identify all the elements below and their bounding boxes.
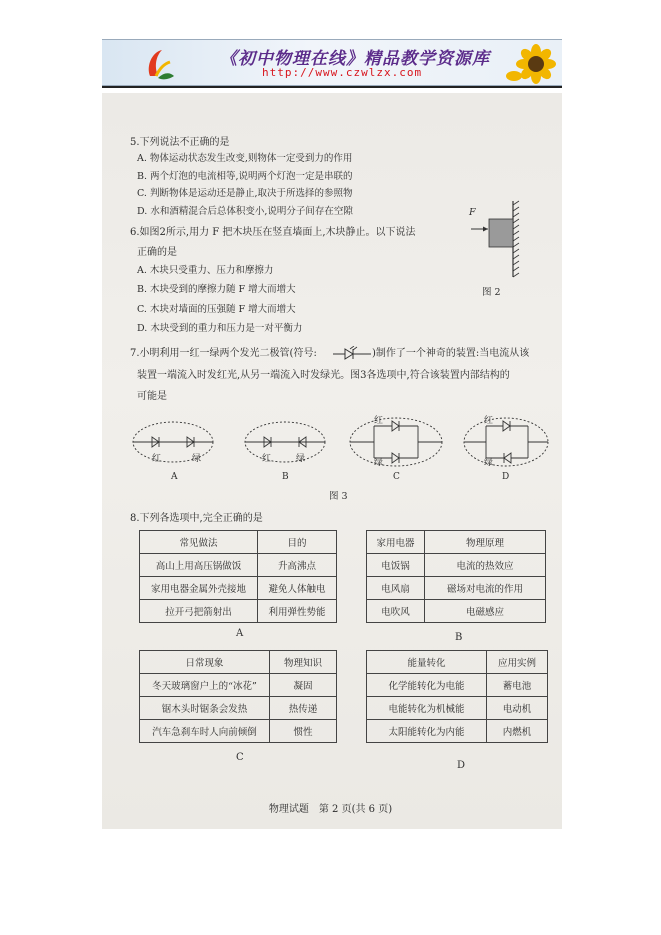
table-cell: 日常现象 [140,651,270,674]
table-cell: 电饭锅 [367,554,425,577]
q8-table-b-label: B [455,632,463,643]
table-cell: 应用实例 [487,651,548,674]
sunflower-icon [506,44,556,84]
table-row [367,554,546,577]
table-cell: 家用电器金属外壳接地 [140,577,258,600]
q8-table-a-label: A [236,628,244,639]
table-cell: 电风扇 [367,577,425,600]
circuit-b-letter: B [282,472,289,482]
table-cell: 汽车急刹车时人向前倾倒 [140,720,270,743]
table-cell: 电磁感应 [425,600,546,623]
table-row [140,674,337,697]
q6-stem-line1: 6.如图2所示,用力 F 把木块压在竖直墙面上,木块静止。以下说法 [130,227,416,238]
banner-url: http://www.czwlzx.com [262,66,423,79]
table-cell: 能量转化 [367,651,487,674]
circuit-a-green-label: 绿 [192,454,202,464]
q8-table-b [366,530,546,623]
site-logo-icon [142,46,178,82]
banner-title: 《初中物理在线》精品教学资源库 [220,49,490,69]
circuit-d-green-label: 绿 [484,458,494,468]
table-row [367,577,546,600]
table-header-row [367,531,546,554]
table-cell: 太阳能转化为内能 [367,720,487,743]
q6-option-b: B. 木块受到的摩擦力随 F 增大而增大 [137,284,296,295]
table-cell: 蓄电池 [487,674,548,697]
table-cell: 热传递 [270,697,337,720]
circuit-d-letter: D [502,472,510,482]
table-row [367,674,548,697]
table-row [140,554,337,577]
q8-table-c [139,650,337,743]
figure-2-caption: 图 2 [482,287,501,298]
table-cell: 锯木头时锯条会发热 [140,697,270,720]
table-row [140,697,337,720]
led-symbol-icon [333,346,371,360]
table-cell: 磁场对电流的作用 [425,577,546,600]
q7-stem-line2: 装置一端流入时发红光,从另一端流入时发绿光。图3各选项中,符合该装置内部结构的 [137,370,510,381]
table-cell: 电吹风 [367,600,425,623]
q8-table-d-label: D [457,760,466,771]
table-header-row [140,651,337,674]
table-header-row [367,651,548,674]
table-row [367,720,548,743]
circuit-a-red-label: 红 [152,454,162,464]
table-cell: 电流的热效应 [425,554,546,577]
q8-table-c-label: C [236,752,244,763]
circuit-c-letter: C [393,472,400,482]
page-footer: 物理试题 第 2 页(共 6 页) [268,804,393,815]
table-cell: 凝固 [270,674,337,697]
circuit-b-red-label: 红 [262,454,272,464]
table-cell: 目的 [258,531,337,554]
figure-2-force-label: F [469,207,476,218]
q5-option-d: D. 水和酒精混合后总体积变小,说明分子间存在空隙 [137,206,353,217]
table-row [367,697,548,720]
table-cell: 避免人体触电 [258,577,337,600]
q7-stem-line1-a: 7.小明利用一红一绿两个发光二极管(符号: [130,348,317,359]
circuit-b-green-label: 绿 [296,454,306,464]
q5-option-b: B. 两个灯泡的电流相等,说明两个灯泡一定是串联的 [137,171,353,182]
table-row [140,600,337,623]
table-cell: 高山上用高压锅做饭 [140,554,258,577]
table-cell: 物理知识 [270,651,337,674]
table-cell: 惯性 [270,720,337,743]
table-row [140,720,337,743]
table-cell: 升高沸点 [258,554,337,577]
q5-option-c: C. 判断物体是运动还是静止,取决于所选择的参照物 [137,188,353,199]
q8-table-d [366,650,548,743]
table-cell: 利用弹性势能 [258,600,337,623]
circuit-a-letter: A [171,472,178,482]
banner-rule [102,86,562,88]
q6-stem-line2: 正确的是 [137,247,177,258]
q7-stem-line1-b: )制作了一个神奇的装置:当电流从该 [372,348,530,359]
q7-stem-line3: 可能是 [137,391,167,402]
q6-option-d: D. 木块受到的重力和压力是一对平衡力 [137,323,303,334]
table-cell: 家用电器 [367,531,425,554]
q8-table-a [139,530,337,623]
figure-3-caption: 图 3 [329,491,348,502]
q5-option-a: A. 物体运动状态发生改变,则物体一定受到力的作用 [137,153,353,164]
circuit-c-green-label: 绿 [374,458,384,468]
q6-option-a: A. 木块只受重力、压力和摩擦力 [137,265,274,276]
table-cell: 冬天玻璃窗户上的“冰花” [140,674,270,697]
circuit-d-red-label: 红 [484,416,494,426]
q5-stem: 5.下列说法不正确的是 [130,137,230,148]
q8-stem: 8.下列各选项中,完全正确的是 [130,513,263,524]
table-cell: 拉开弓把箭射出 [140,600,258,623]
circuit-c-red-label: 红 [374,416,384,426]
table-cell: 物理原理 [425,531,546,554]
table-cell: 化学能转化为电能 [367,674,487,697]
table-cell: 电能转化为机械能 [367,697,487,720]
table-cell: 常见做法 [140,531,258,554]
site-banner [102,39,562,86]
q6-option-c: C. 木块对墙面的压强随 F 增大而增大 [137,304,296,315]
table-cell: 内燃机 [487,720,548,743]
table-row [140,577,337,600]
table-header-row [140,531,337,554]
table-row [367,600,546,623]
table-cell: 电动机 [487,697,548,720]
